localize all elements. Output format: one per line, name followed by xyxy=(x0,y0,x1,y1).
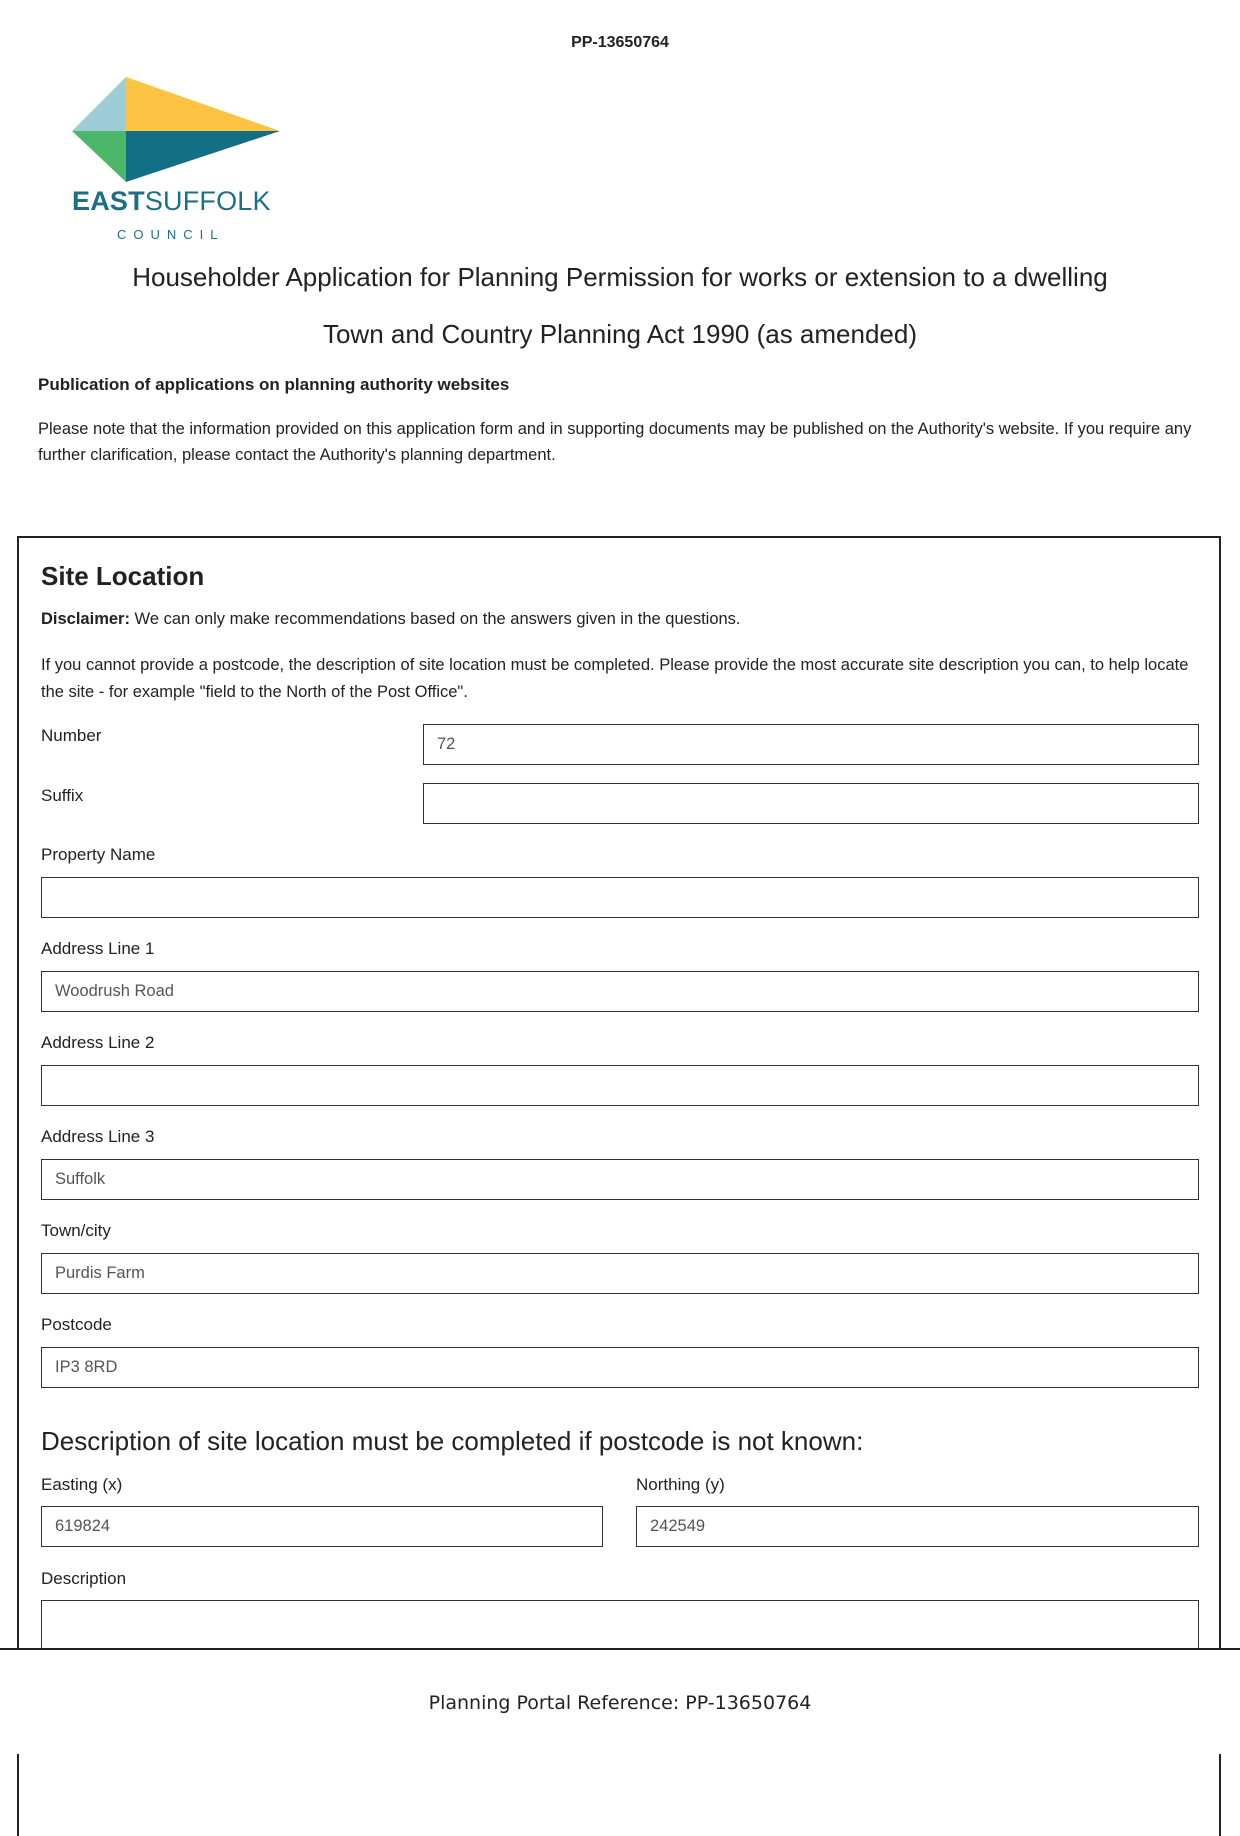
footer-reference: Planning Portal Reference: PP-13650764 xyxy=(428,1692,812,1714)
page-divider xyxy=(0,1648,1240,1650)
postcode-field[interactable]: IP3 8RD xyxy=(41,1347,1199,1388)
property-name-label: Property Name xyxy=(41,845,156,864)
logo-kite-top-right xyxy=(126,77,280,131)
form-title: Householder Application for Planning Permission for works or extension to a dwelling xyxy=(132,262,1108,292)
property-name-field[interactable] xyxy=(41,877,1199,918)
address-line-1-field[interactable]: Woodrush Road xyxy=(41,971,1199,1012)
suffix-field[interactable] xyxy=(423,783,1199,824)
form-subtitle: Town and Country Planning Act 1990 (as amended) xyxy=(322,319,918,349)
northing-label: Northing (y) xyxy=(636,1475,725,1494)
logo-kite-top-left xyxy=(72,77,126,131)
description-label: Description xyxy=(41,1569,127,1588)
address-line-2-label: Address Line 2 xyxy=(41,1033,155,1052)
easting-field[interactable]: 619824 xyxy=(41,1506,603,1547)
address-line-3-field[interactable]: Suffolk xyxy=(41,1159,1199,1200)
number-field[interactable]: 72 xyxy=(423,724,1199,765)
east-suffolk-logo xyxy=(70,74,290,250)
address-line-1-label: Address Line 1 xyxy=(41,939,155,958)
description-heading: Description of site location must be completed if postcode is not known: xyxy=(41,1426,864,1456)
suffix-label: Suffix xyxy=(41,786,84,805)
northing-field[interactable]: 242549 xyxy=(636,1506,1199,1547)
logo-wordmark: EASTSUFFOLK xyxy=(72,186,271,216)
logo-council-label: COUNCIL xyxy=(117,227,225,242)
logo-kite-icon xyxy=(70,74,290,184)
address-line-2-field[interactable] xyxy=(41,1065,1199,1106)
address-line-3-label: Address Line 3 xyxy=(41,1127,155,1146)
town-city-label: Town/city xyxy=(41,1221,111,1240)
easting-label: Easting (x) xyxy=(41,1475,123,1494)
number-label: Number xyxy=(41,726,102,745)
disclaimer: Disclaimer: We can only make recommendations based on the answers given in the questions. xyxy=(41,610,741,628)
town-city-field[interactable]: Purdis Farm xyxy=(41,1253,1199,1294)
top-reference: PP-13650764 xyxy=(571,34,669,51)
logo-kite-bottom-right xyxy=(126,131,280,182)
publication-text: Please note that the information provided on this application form and in supporting documents may be published on the Authority's website. If you require any further clarification, please contact the Authority's planning department. xyxy=(38,420,1192,464)
section-title: Site Location xyxy=(41,561,205,591)
logo-kite-bottom-left xyxy=(72,131,126,182)
site-help-text: If you cannot provide a postcode, the description of site location must be completed. Please provide the most accurate site description you can, to help locate the site - for example "field to the North of the Post Office". xyxy=(41,656,1189,701)
publication-heading: Publication of applications on planning authority websites xyxy=(38,375,510,394)
postcode-label: Postcode xyxy=(41,1315,112,1334)
